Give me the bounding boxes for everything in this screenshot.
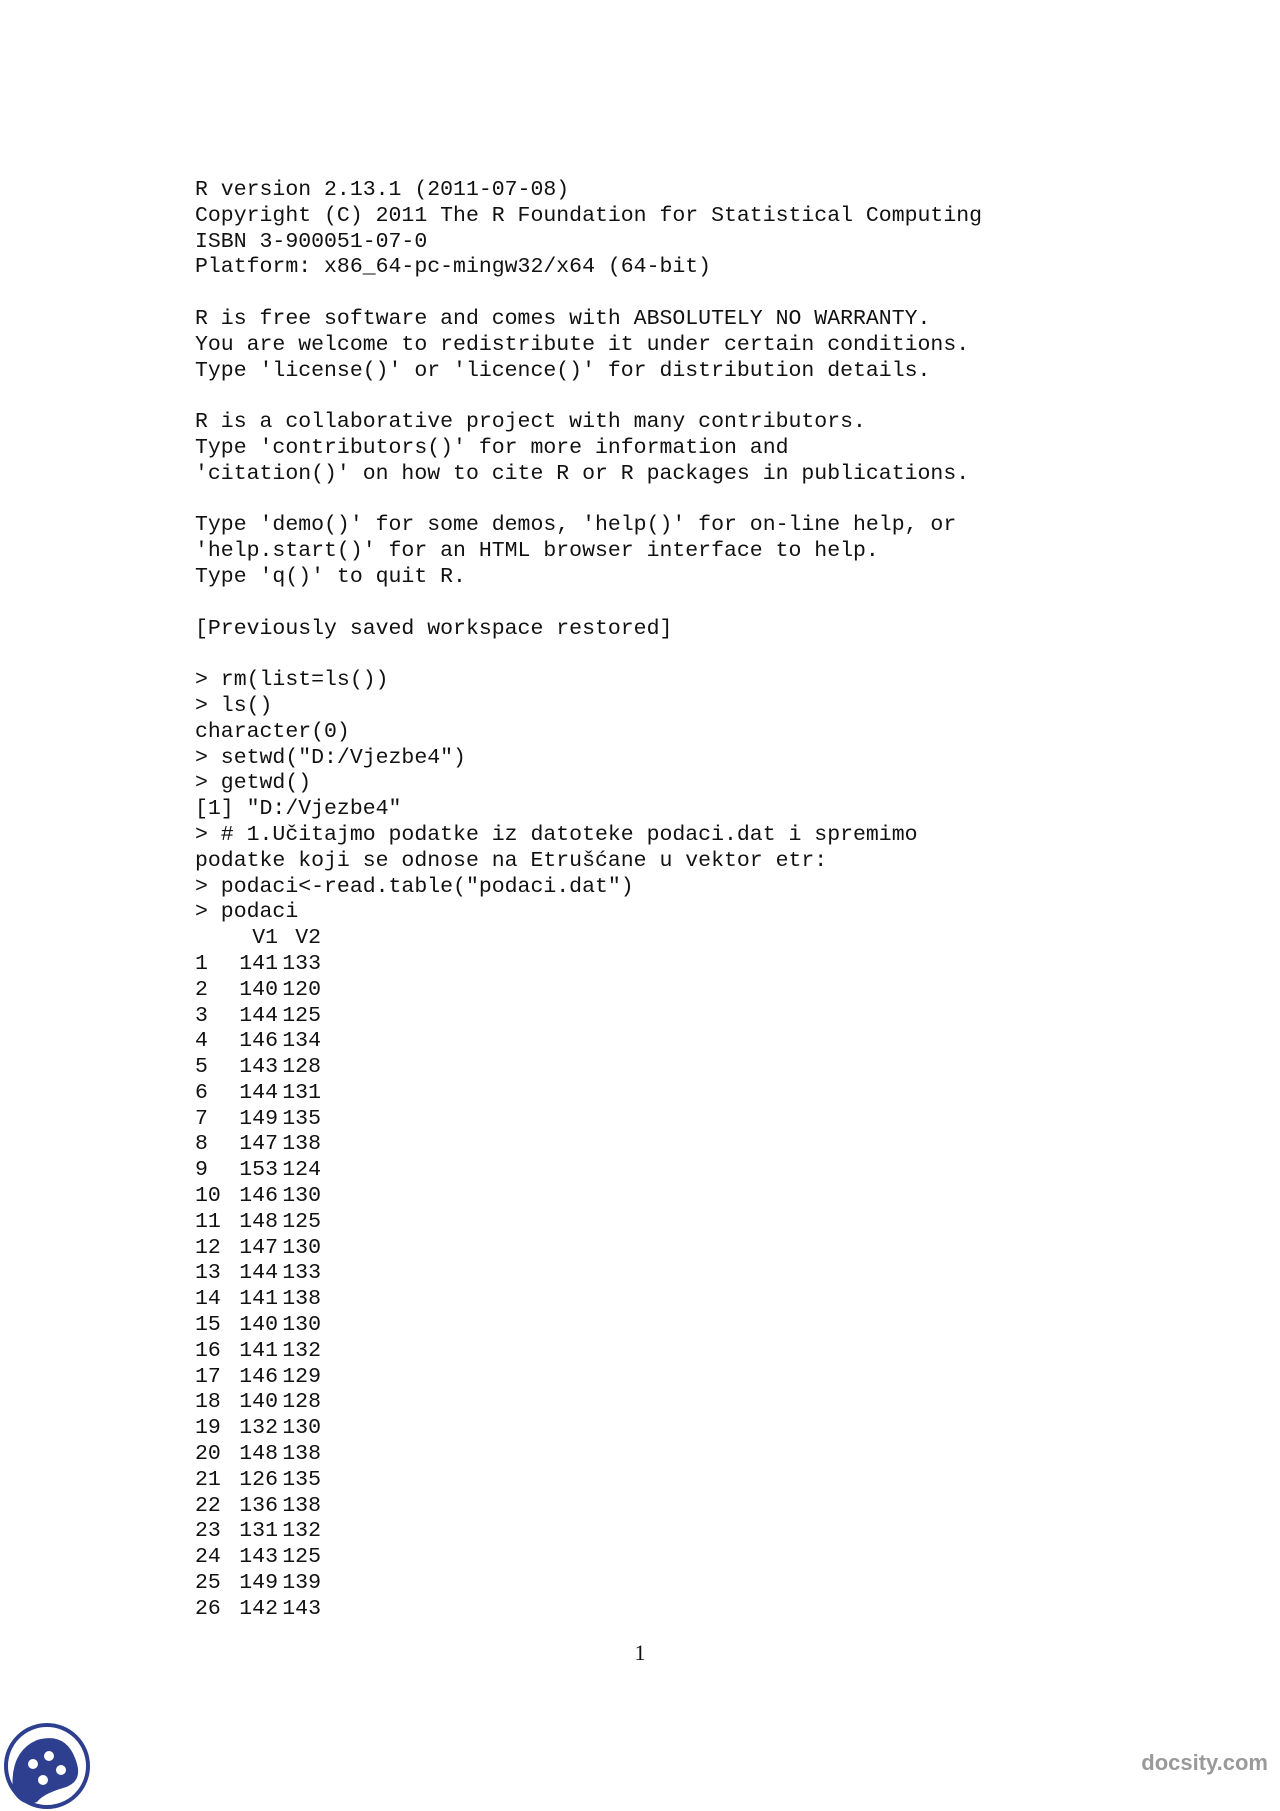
table-row	[195, 1571, 321, 1597]
cell-value: 132	[282, 1338, 321, 1363]
console-line: [Previously saved workspace restored]	[195, 616, 673, 641]
table-row	[195, 1442, 321, 1468]
podaci-data-table	[195, 926, 321, 1623]
row-index: 20	[195, 1442, 221, 1467]
console-line: R version 2.13.1 (2011-07-08)	[195, 178, 570, 202]
cell-value: 138	[282, 1442, 321, 1467]
table-index-header	[195, 926, 235, 952]
table-row	[195, 1004, 321, 1030]
console-line: > podaci<-read.table("podaci.dat")	[195, 874, 634, 899]
console-line: You are welcome to redistribute it under certain conditions.	[195, 332, 970, 357]
cell-value: 141	[239, 1287, 278, 1312]
console-line: 'help.start()' for an HTML browser interface to help.	[195, 539, 879, 564]
row-index: 18	[195, 1390, 221, 1415]
row-index: 17	[195, 1364, 221, 1389]
table-row	[195, 1055, 321, 1081]
cell-value: 130	[282, 1416, 321, 1441]
row-index: 2	[195, 977, 208, 1002]
table-row	[195, 978, 321, 1004]
cell-value: 149	[239, 1106, 278, 1131]
cell-value: 144	[239, 1261, 278, 1286]
cell-value: 143	[239, 1545, 278, 1570]
row-index: 26	[195, 1596, 221, 1621]
cell-value: 124	[282, 1158, 321, 1183]
cell-value: 125	[282, 1209, 321, 1234]
table-row	[195, 1261, 321, 1287]
table-row	[195, 1158, 321, 1184]
cell-value: 120	[282, 977, 321, 1002]
row-index: 24	[195, 1545, 221, 1570]
row-index: 1	[195, 951, 208, 976]
console-line: > ls()	[195, 693, 273, 718]
console-line: > getwd()	[195, 771, 312, 796]
cell-value: 128	[282, 1390, 321, 1415]
cell-value: 147	[239, 1235, 278, 1260]
table-header-row	[195, 926, 321, 952]
console-line: character(0)	[195, 719, 350, 744]
cell-value: 126	[239, 1467, 278, 1492]
console-line: Type 'contributors()' for more information and	[195, 435, 789, 460]
console-line: R is a collaborative project with many contributors.	[195, 410, 866, 435]
docsity-brand-text[interactable]: docsity.com	[1141, 1750, 1268, 1775]
console-line: ISBN 3-900051-07-0	[195, 229, 428, 254]
cell-value: 138	[282, 1132, 321, 1157]
console-line: > setwd("D:/Vjezbe4")	[195, 745, 466, 770]
cell-value: 128	[282, 1055, 321, 1080]
cell-value: 147	[239, 1132, 278, 1157]
table-row	[195, 1597, 321, 1623]
cell-value: 141	[239, 951, 278, 976]
row-index: 9	[195, 1158, 208, 1183]
table-column-header: V1	[252, 926, 278, 951]
table-row	[195, 1287, 321, 1313]
cell-value: 144	[239, 1080, 278, 1105]
console-line: > podaci	[195, 900, 299, 925]
cell-value: 135	[282, 1467, 321, 1492]
table-row	[195, 1313, 321, 1339]
table-row	[195, 1519, 321, 1545]
row-index: 5	[195, 1055, 208, 1080]
cell-value: 148	[239, 1442, 278, 1467]
row-index: 10	[195, 1184, 221, 1209]
cell-value: 132	[282, 1519, 321, 1544]
console-line: R is free software and comes with ABSOLUTELY NO WARRANTY.	[195, 306, 931, 331]
row-index: 3	[195, 1003, 208, 1028]
row-index: 6	[195, 1080, 208, 1105]
blank-line	[195, 281, 1195, 307]
row-index: 7	[195, 1106, 208, 1131]
table-row	[195, 1132, 321, 1158]
cell-value: 144	[239, 1003, 278, 1028]
cell-value: 129	[282, 1364, 321, 1389]
cell-value: 138	[282, 1493, 321, 1518]
cell-value: 130	[282, 1184, 321, 1209]
row-index: 22	[195, 1493, 221, 1518]
blank-line	[195, 642, 1195, 668]
row-index: 23	[195, 1519, 221, 1544]
cell-value: 130	[282, 1313, 321, 1338]
row-index: 19	[195, 1416, 221, 1441]
cell-value: 142	[239, 1596, 278, 1621]
table-row	[195, 1184, 321, 1210]
cell-value: 133	[282, 1261, 321, 1286]
table-row	[195, 1339, 321, 1365]
table-row	[195, 1390, 321, 1416]
row-index: 4	[195, 1029, 208, 1054]
cell-value: 140	[239, 1390, 278, 1415]
cell-value: 130	[282, 1235, 321, 1260]
console-line: Platform: x86_64-pc-mingw32/x64 (64-bit)	[195, 255, 712, 280]
cell-value: 136	[239, 1493, 278, 1518]
console-line: 'citation()' on how to cite R or R packages in publications.	[195, 461, 970, 486]
cell-value: 153	[239, 1158, 278, 1183]
cell-value: 131	[282, 1080, 321, 1105]
cell-value: 146	[239, 1184, 278, 1209]
table-column-header: V2	[295, 926, 321, 951]
console-line: Type 'license()' or 'licence()' for distribution details.	[195, 358, 931, 383]
cell-value: 146	[239, 1364, 278, 1389]
cell-value: 146	[239, 1029, 278, 1054]
table-row	[195, 1081, 321, 1107]
cell-value: 149	[239, 1571, 278, 1596]
docsity-logo-icon	[3, 1722, 91, 1810]
row-index: 16	[195, 1338, 221, 1363]
console-line: Type 'demo()' for some demos, 'help()' for on-line help, or	[195, 513, 957, 538]
cell-value: 138	[282, 1287, 321, 1312]
cell-value: 131	[239, 1519, 278, 1544]
page-number: 1	[634, 1640, 646, 1665]
cell-value: 125	[282, 1003, 321, 1028]
r-console-transcript	[195, 178, 1195, 1623]
blank-line	[195, 488, 1195, 514]
cell-value: 132	[239, 1416, 278, 1441]
table-row	[195, 1210, 321, 1236]
row-index: 15	[195, 1313, 221, 1338]
table-row	[195, 1029, 321, 1055]
row-index: 11	[195, 1209, 221, 1234]
cell-value: 141	[239, 1338, 278, 1363]
cell-value: 143	[282, 1596, 321, 1621]
cell-value: 148	[239, 1209, 278, 1234]
row-index: 13	[195, 1261, 221, 1286]
cell-value: 139	[282, 1571, 321, 1596]
table-row	[195, 1365, 321, 1391]
table-row	[195, 1545, 321, 1571]
table-row	[195, 1494, 321, 1520]
console-line: [1] "D:/Vjezbe4"	[195, 797, 402, 822]
cell-value: 134	[282, 1029, 321, 1054]
row-index: 8	[195, 1132, 208, 1157]
cell-value: 135	[282, 1106, 321, 1131]
console-line: > rm(list=ls())	[195, 668, 389, 693]
table-row	[195, 1468, 321, 1494]
row-index: 21	[195, 1467, 221, 1492]
table-row	[195, 1107, 321, 1133]
row-index: 25	[195, 1571, 221, 1596]
blank-line	[195, 591, 1195, 617]
console-line: > # 1.Učitajmo podatke iz datoteke podaci.dat i spremimo	[195, 822, 918, 847]
table-row	[195, 952, 321, 978]
cell-value: 140	[239, 977, 278, 1002]
console-line: podatke koji se odnose na Etrušćane u vektor etr:	[195, 848, 828, 873]
cell-value: 133	[282, 951, 321, 976]
console-line: Copyright (C) 2011 The R Foundation for Statistical Computing	[195, 203, 983, 228]
cell-value: 125	[282, 1545, 321, 1570]
cell-value: 140	[239, 1313, 278, 1338]
table-row	[195, 1416, 321, 1442]
table-row	[195, 1236, 321, 1262]
blank-line	[195, 384, 1195, 410]
cell-value: 143	[239, 1055, 278, 1080]
row-index: 14	[195, 1287, 221, 1312]
console-line: Type 'q()' to quit R.	[195, 564, 466, 589]
console-output	[195, 178, 1195, 926]
row-index: 12	[195, 1235, 221, 1260]
